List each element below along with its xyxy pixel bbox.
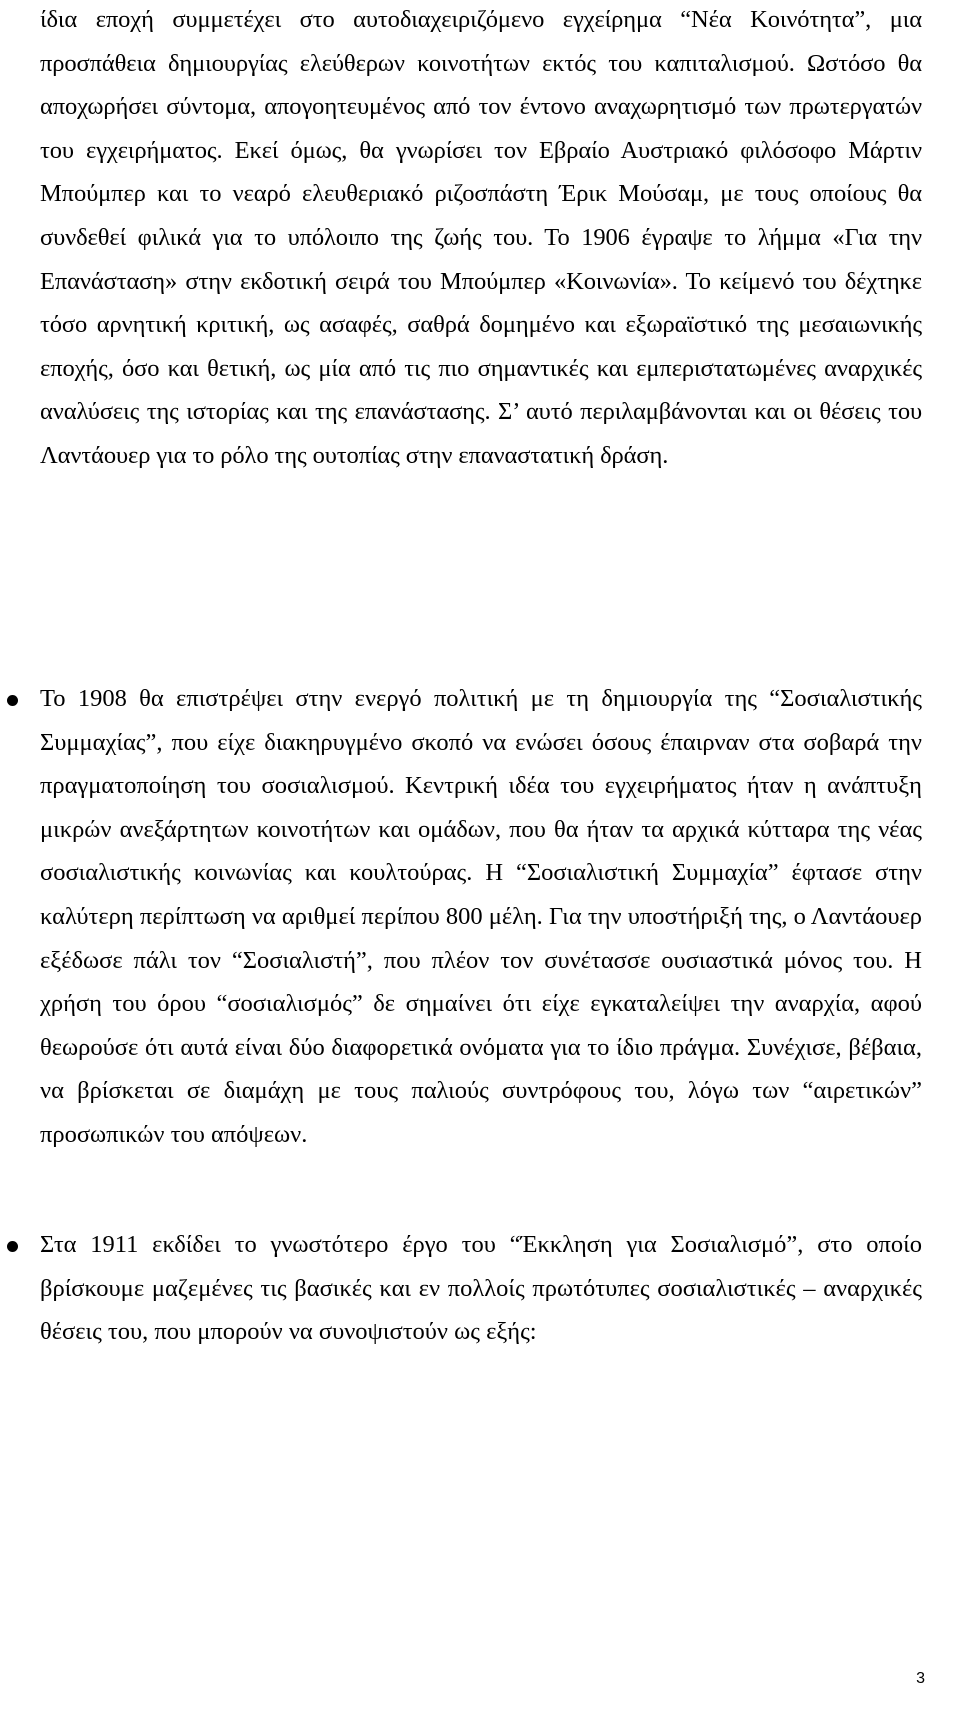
- paragraph-1908: Το 1908 θα επιστρέψει στην ενεργό πολιτική με τη δημιουργία της “Σοσιαλιστικής Συμμαχίας”, που είχε διακηρυγμένο σκοπό να ενώσει όσους έπαιρναν στα σοβαρά την πραγματοποίηση του σοσιαλισμού. Κεντρική ιδέα του εγχειρήματος ήταν η ανάπτυξη μικρών ανεξάρτητων κοινοτήτων και ομάδων, που θα ήταν τα αρχικά κύτταρα της νέας σοσιαλιστικής κοινωνίας και κουλτούρας. Η “Σοσιαλιστική Συμμαχία” έφτασε στην καλύτερη περίπτωση να αριθμεί περίπου 800 μέλη. Για την υποστήριξή της, ο Λαντάουερ εξέδωσε πάλι τον “Σοσιαλιστή”, που πλέον τον συνέτασσε ουσιαστικά μόνος του. Η χρήση του όρου “σοσιαλισμός” δε σημαίνει ότι είχε εγκαταλείψει την αναρχία, αφού θεωρούσε ότι αυτά είναι δύο διαφορετικά ονόματα για το ίδιο πράγμα. Συνέχισε, βέβαια, να βρίσκεται σε διαμάχη με τους παλιούς συντρόφους του, λόγω των “αιρετικών” προσωπικών του απόψεων.: [40, 685, 922, 1148]
- paragraph-continuation: ίδια εποχή συμμετέχει στο αυτοδιαχειριζόμενο εγχείρημα “Νέα Κοινότητα”, μια προσπάθεια δημιουργίας ελεύθερων κοινοτήτων εκτός του καπιταλισμού. Ωστόσο θα αποχωρήσει σύντομα, απογοητευμένος από τον έντονο αναχωρητισμό των πρωτεργατών του εγχειρήματος. Εκεί όμως, θα γνωρίσει τον Εβραίο Αυστριακό φιλόσοφο Μάρτιν Μπούμπερ και το νεαρό ελευθεριακό ριζοσπάστη Έρικ Μούσαμ, με τους οποίους θα συνδεθεί φιλικά για το υπόλοιπο της ζωής του. Το 1906 έγραψε το λήμμα «Για την Επανάσταση» στην εκδοτική σειρά του Μπούμπερ «Κοινωνία». Το κείμενό του δέχτηκε τόσο αρνητική κριτική, ως ασαφές, σαθρά δομημένο και εξωραϊστικό της μεσαιωνικής εποχής, όσο και θετική, ως μία από τις πιο σημαντικές και εμπεριστατωμένες αναρχικές αναλύσεις της ιστορίας και της επανάστασης. Σ’ αυτό περιλαμβάνονται και οι θέσεις του Λαντάουερ για το ρόλο της ουτοπίας στην επαναστατική δράση.: [40, 6, 922, 469]
- page-number: 3: [916, 1670, 925, 1687]
- paragraph-1911: Στα 1911 εκδίδει το γνωστότερο έργο του “Έκκληση για Σοσιαλισμό”, στο οποίο βρίσκουμε μαζεμένες τις βασικές και εν πολλοίς πρωτότυπες σοσιαλιστικές – αναρχικές θέσεις του, που μπορούν να συνοψιστούν ως εξής:: [40, 1231, 922, 1346]
- bullet-item-1911: [0, 1223, 960, 1354]
- bullet-item-1908: [0, 677, 960, 1157]
- bullet-dot-icon: [7, 695, 18, 706]
- bullet-dot-icon: [7, 1241, 18, 1252]
